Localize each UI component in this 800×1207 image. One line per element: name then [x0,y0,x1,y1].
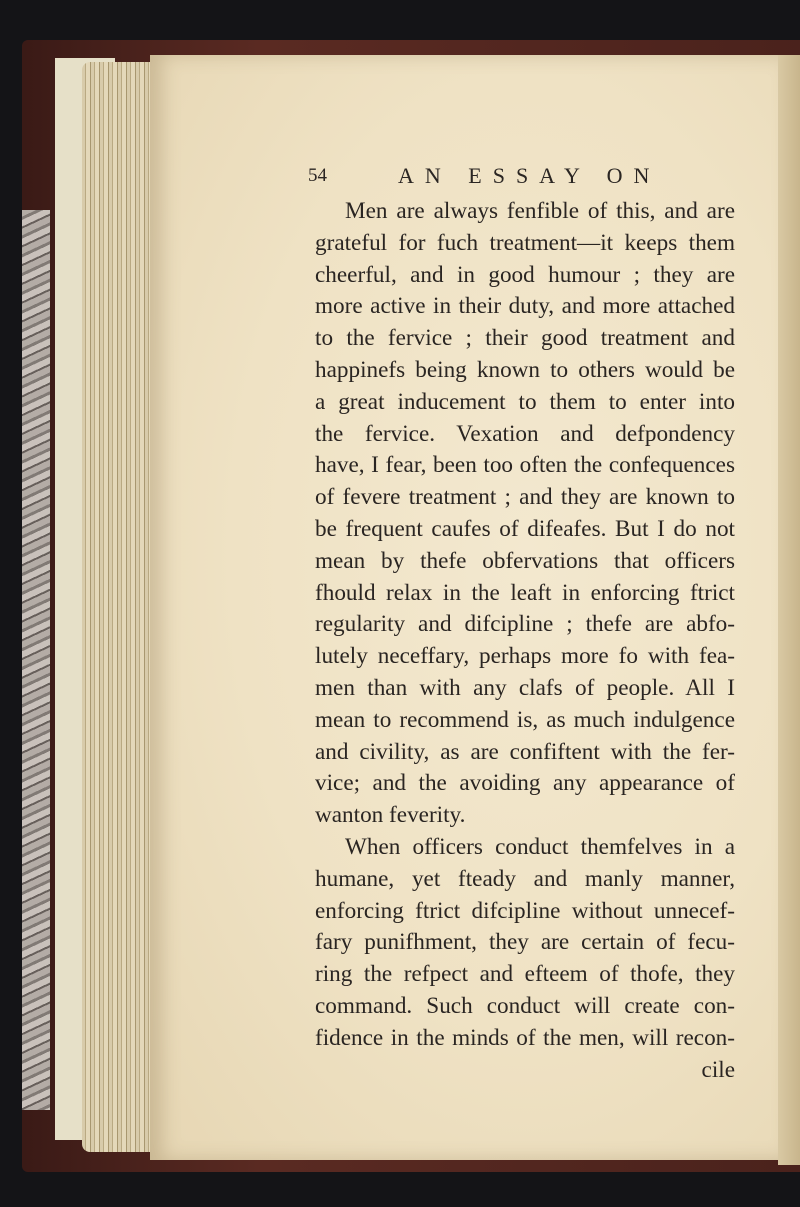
text-line: lutely neceffary, perhaps more fo with fea- [315,643,735,670]
text-line: vice; and the avoiding any appearance of [315,770,735,797]
text-line: Men are always fenfible of this, and are [345,198,735,224]
marbled-endpaper [22,210,50,1110]
running-title: AN ESSAY ON [398,163,661,188]
text-line: humane, yet fteady and manly manner, [315,865,735,892]
text-line: and civility, as are confiftent with the fer- [315,738,735,765]
text-line: fidence in the minds of the men, will recon- [315,1024,735,1051]
text-line: cheerful, and in good humour ; they are [315,261,735,288]
text-line: fhould relax in the leaft in enforcing ftrict [315,579,735,606]
text-line: happinefs being known to others would be [315,356,735,383]
text-line: mean to recommend is, as much indulgence [315,706,735,733]
text-line: the fervice. Vexation and defpondency [315,420,735,447]
text-line: wanton feverity. [315,802,466,829]
catchword: cile [701,1056,735,1083]
text-line: have, I fear, been too often the confequences [315,452,735,479]
text-line: fary punifhment, they are certain of fecu- [315,929,735,956]
text-line: of fevere treatment ; and they are known to [315,484,735,511]
text-line: ring the refpect and efteem of thofe, they [315,961,735,988]
text-line: mean by thefe obfervations that officers [315,547,735,574]
text-line: When officers conduct themfelves in a [345,833,735,860]
text-line: more active in their duty, and more attached [315,293,735,320]
running-head [308,163,728,193]
text-line: be frequent caufes of difeafes. But I do not [315,515,735,542]
text-line: command. Such conduct will create con- [315,992,735,1019]
text-line: to the fervice ; their good treatment and [315,325,735,352]
text-line: regularity and difcipline ; thefe are abfo- [315,611,735,638]
text-line: men than with any clafs of people. All I [315,674,735,701]
text-line: grateful for fuch treatment—it keeps them [315,229,735,256]
page-number: 54 [308,165,327,186]
body-text [315,196,735,1086]
page-right-edge [778,55,800,1165]
text-line: a great inducement to them to enter into [315,388,735,415]
text-line: enforcing ftrict difcipline without unnecef- [315,897,735,924]
